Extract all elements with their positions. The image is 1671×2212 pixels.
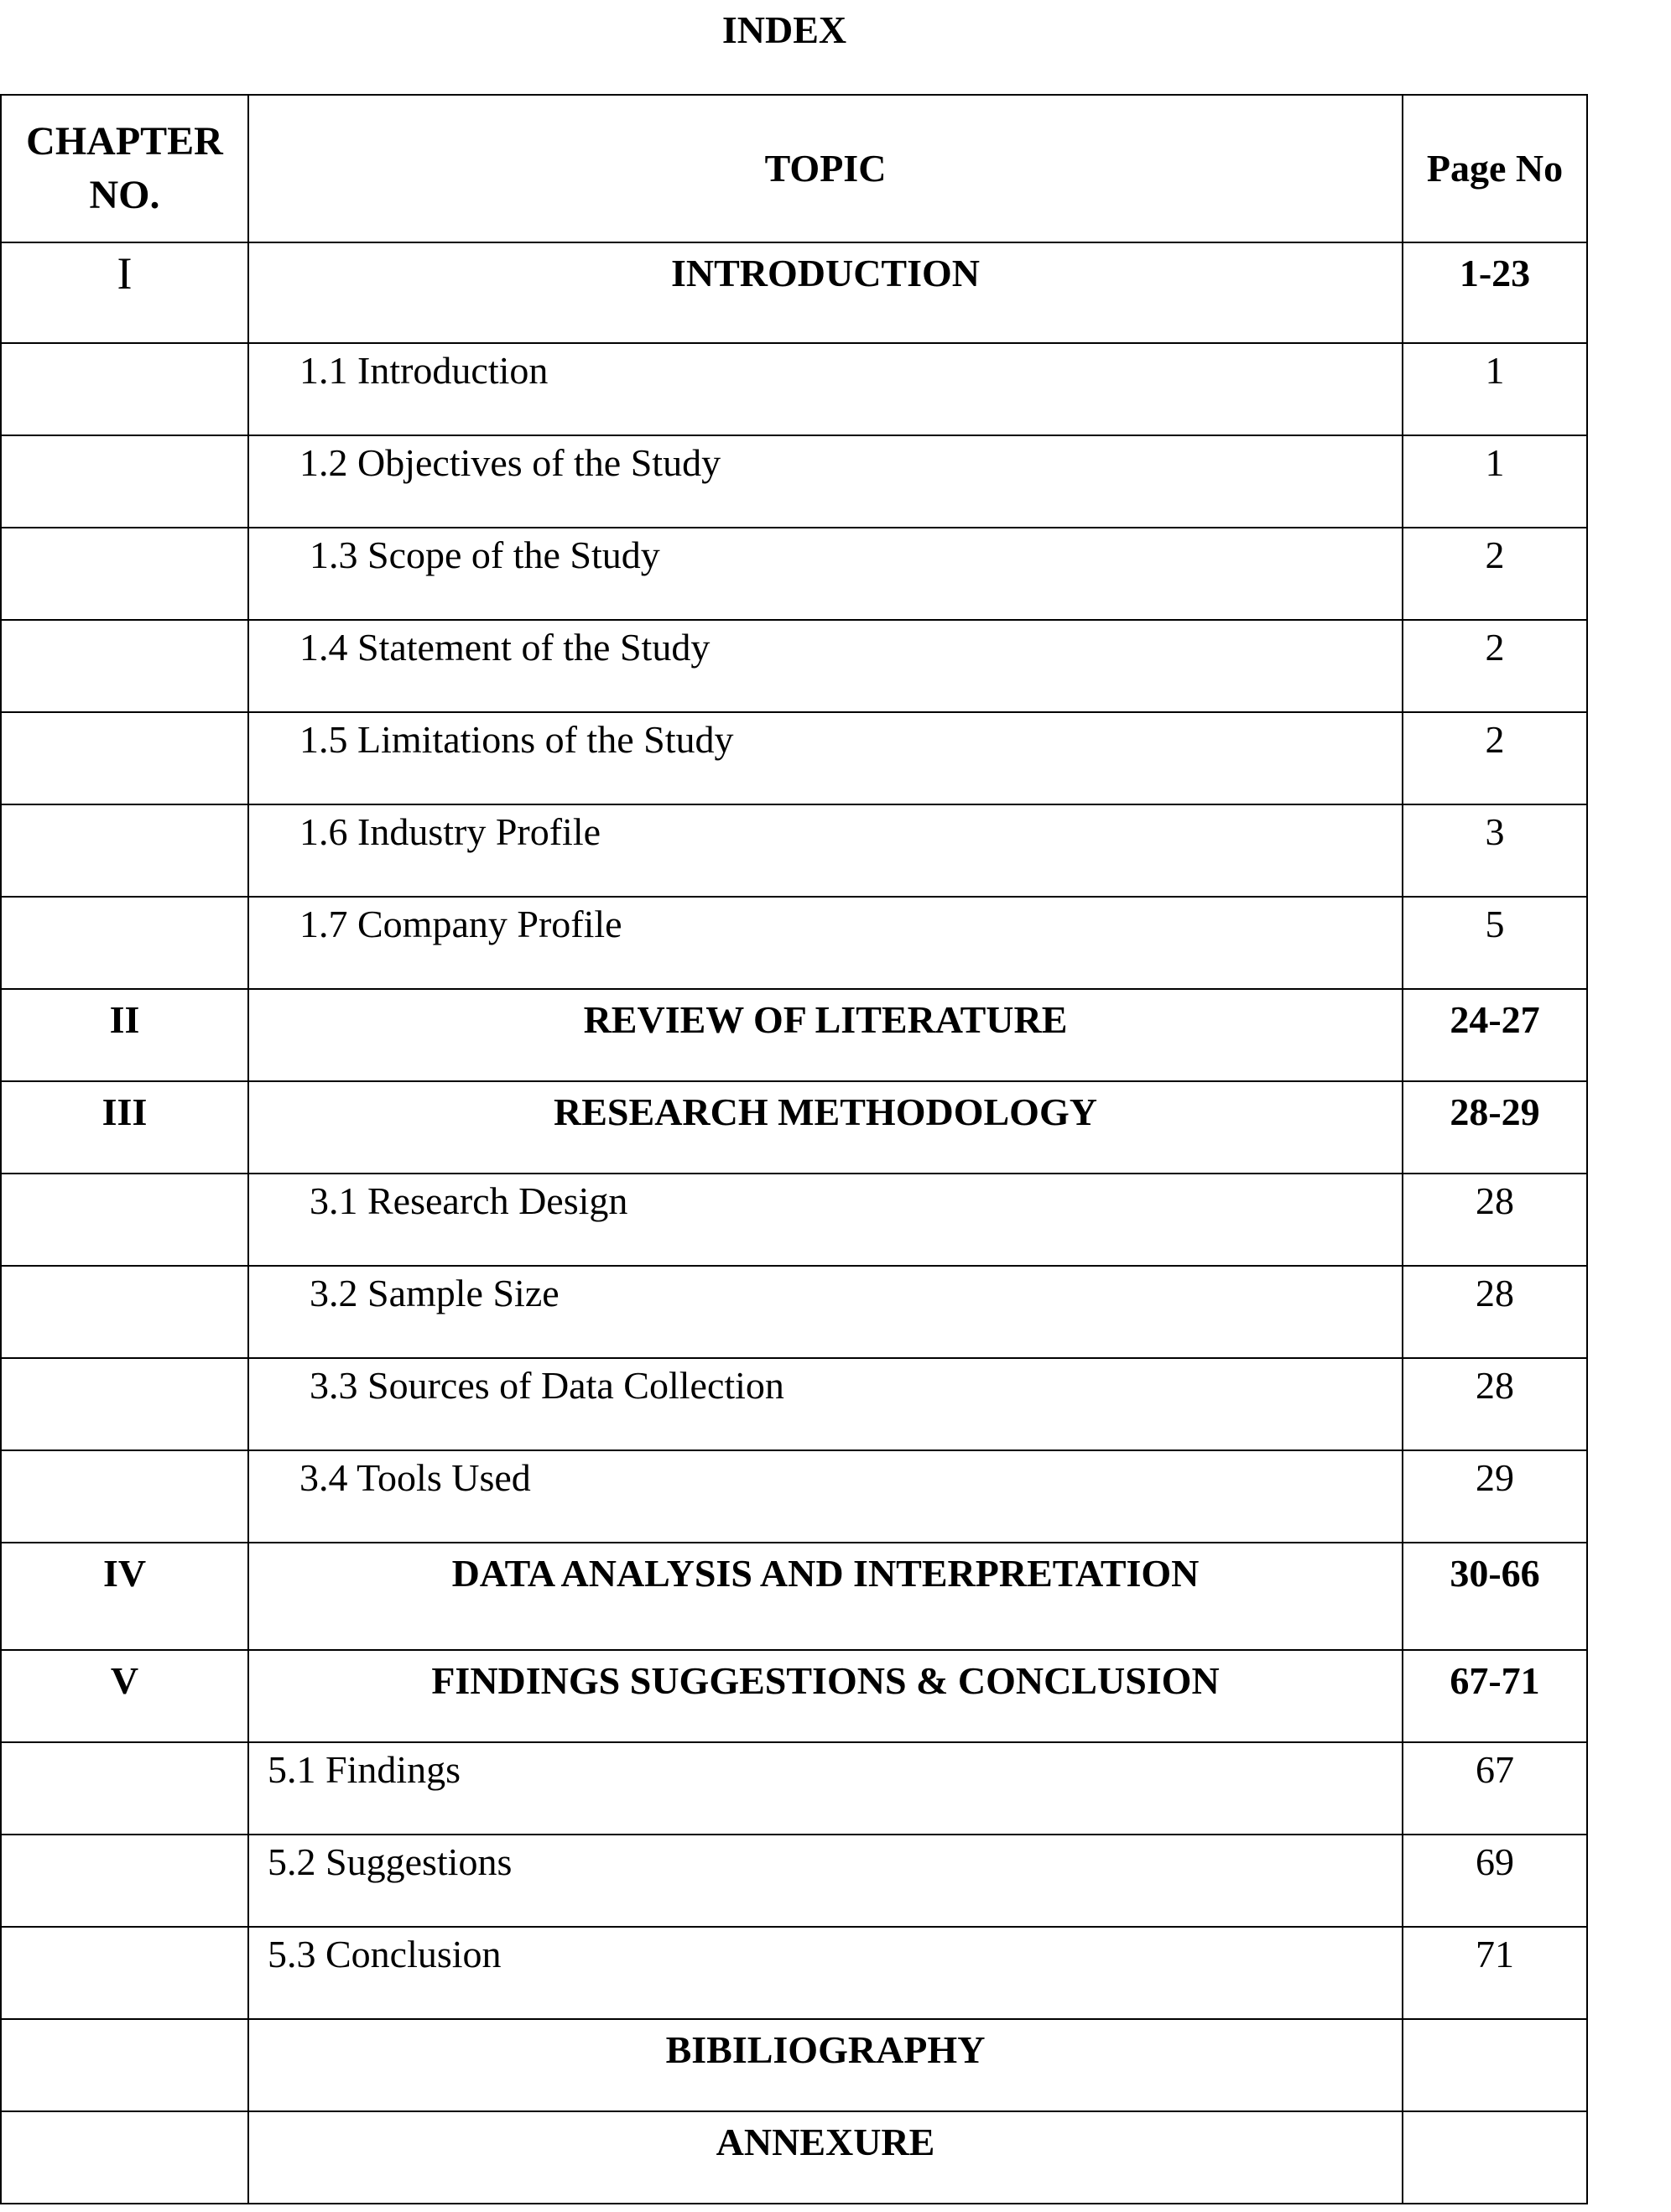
chapter-number (1, 1266, 248, 1358)
chapter-title: BIBILIOGRAPHY (248, 2019, 1403, 2111)
page-number: 71 (1403, 1927, 1587, 2019)
chapter-number (1, 2019, 248, 2111)
section-title: 5.2 Suggestions (248, 1835, 1403, 1927)
page-range: 30-66 (1403, 1543, 1587, 1650)
table-header-row (1, 95, 1587, 242)
chapter-number: V (1, 1650, 248, 1742)
page-range (1403, 2111, 1587, 2204)
page-number: 3 (1403, 804, 1587, 897)
chapter-number (1, 1450, 248, 1543)
section-title: 3.3 Sources of Data Collection (248, 1358, 1403, 1450)
chapter-number (1, 2111, 248, 2204)
section-title: 1.1 Introduction (248, 343, 1403, 435)
chapter-number (1, 897, 248, 989)
chapter-number (1, 528, 248, 620)
page-number: 2 (1403, 712, 1587, 804)
table-row (1, 1927, 1587, 2019)
page-range: 28-29 (1403, 1081, 1587, 1174)
page-number: 28 (1403, 1358, 1587, 1450)
chapter-title: DATA ANALYSIS AND INTERPRETATION (248, 1543, 1403, 1650)
page-range: 24-27 (1403, 989, 1587, 1081)
section-title: 1.2 Objectives of the Study (248, 435, 1403, 528)
section-title: 1.6 Industry Profile (248, 804, 1403, 897)
page-number: 28 (1403, 1266, 1587, 1358)
table-row (1, 1650, 1587, 1742)
table-row (1, 1835, 1587, 1927)
table-row (1, 1081, 1587, 1174)
table-row (1, 620, 1587, 712)
chapter-number (1, 1742, 248, 1835)
section-title: 1.7 Company Profile (248, 897, 1403, 989)
chapter-number (1, 343, 248, 435)
section-title: 1.3 Scope of the Study (248, 528, 1403, 620)
chapter-number: IV (1, 1543, 248, 1650)
table-row (1, 1174, 1587, 1266)
table-row (1, 804, 1587, 897)
header-page-no: Page No (1403, 95, 1587, 242)
chapter-title: ANNEXURE (248, 2111, 1403, 2204)
table-row (1, 528, 1587, 620)
page-number: 5 (1403, 897, 1587, 989)
page-number: 2 (1403, 528, 1587, 620)
section-title: 3.1 Research Design (248, 1174, 1403, 1266)
page-number: 1 (1403, 343, 1587, 435)
chapter-number (1, 1174, 248, 1266)
page-number: 67 (1403, 1742, 1587, 1835)
chapter-number (1, 712, 248, 804)
table-row (1, 1742, 1587, 1835)
chapter-number: II (1, 989, 248, 1081)
chapter-number (1, 620, 248, 712)
chapter-number (1, 435, 248, 528)
chapter-number (1, 1358, 248, 1450)
header-topic: TOPIC (248, 95, 1403, 242)
page-range: 67-71 (1403, 1650, 1587, 1742)
page-range: 1-23 (1403, 242, 1587, 343)
table-row (1, 1450, 1587, 1543)
section-title: 3.2 Sample Size (248, 1266, 1403, 1358)
page-number: 1 (1403, 435, 1587, 528)
table-row (1, 1266, 1587, 1358)
table-row (1, 712, 1587, 804)
chapter-title: FINDINGS SUGGESTIONS & CONCLUSION (248, 1650, 1403, 1742)
section-title: 1.4 Statement of the Study (248, 620, 1403, 712)
table-row (1, 1358, 1587, 1450)
page-number: 28 (1403, 1174, 1587, 1266)
section-title: 5.1 Findings (248, 1742, 1403, 1835)
table-row (1, 897, 1587, 989)
index-table (0, 94, 1588, 2204)
section-title: 5.3 Conclusion (248, 1927, 1403, 2019)
table-row (1, 435, 1587, 528)
page-number: 29 (1403, 1450, 1587, 1543)
table-row (1, 242, 1587, 343)
page-number: 69 (1403, 1835, 1587, 1927)
chapter-title: INTRODUCTION (248, 242, 1403, 343)
chapter-title: RESEARCH METHODOLOGY (248, 1081, 1403, 1174)
chapter-title: REVIEW OF LITERATURE (248, 989, 1403, 1081)
page-number: 2 (1403, 620, 1587, 712)
chapter-number: III (1, 1081, 248, 1174)
table-row (1, 989, 1587, 1081)
chapter-number: I (1, 242, 248, 343)
section-title: 3.4 Tools Used (248, 1450, 1403, 1543)
table-row (1, 1543, 1587, 1650)
chapter-number (1, 1927, 248, 2019)
chapter-number (1, 804, 248, 897)
section-title: 1.5 Limitations of the Study (248, 712, 1403, 804)
page-title: INDEX (721, 8, 847, 51)
table-row (1, 2019, 1587, 2111)
page-range (1403, 2019, 1587, 2111)
header-chapter-no: CHAPTER NO. (1, 95, 248, 242)
table-row (1, 2111, 1587, 2204)
chapter-number (1, 1835, 248, 1927)
table-row (1, 343, 1587, 435)
